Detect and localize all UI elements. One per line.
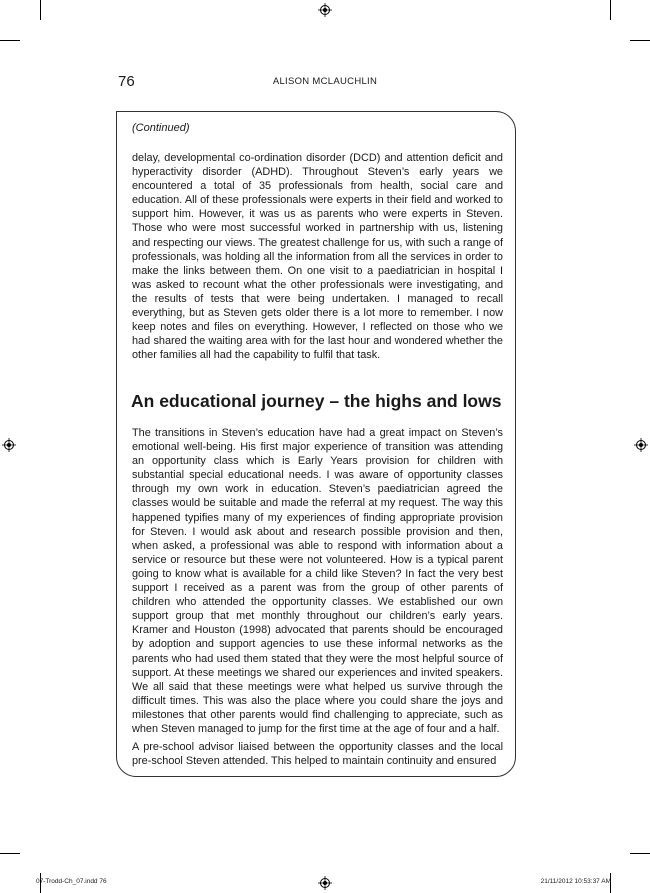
- crop-mark: [0, 853, 20, 854]
- crop-mark: [630, 853, 650, 854]
- registration-mark-icon: [318, 876, 332, 890]
- timestamp: 21/11/2012 10:53:37 AM: [540, 878, 611, 885]
- running-head: ALISON MCLAUCHLIN: [272, 76, 378, 87]
- registration-mark-icon: [2, 438, 16, 452]
- body-paragraph: The transitions in Steven’s education have had a great impact on Steven’s emotional well-being. His first major experience of transition was attending an opportunity class which is Early Years provision for children with substantial special educational needs. I was aware of opportunity classes through my own work in education. Steven’s paediatrician agreed the classes would be suitable and made the referral at my request. The way this happened typifies many of my experiences of finding appropriate provision for Steven. I would ask about and research possible provision and then, when asked, a professional was able to respond with information about a service or resource but these were not volunteered. How is a typical parent going to know what is available for a child like Steven? In fact the very best support I received as a parent was from the group of other parents of children who attended the opportunity classes. We established our own support group that met monthly throughout our children’s early years. Kramer and Houston (1998) advocated that parents should be encouraged by adoption and support agencies to use these informal networks as the parents who had used them stated that they were the most helpful source of support. At these meetings we shared our experiences and invited speakers. We all said that these meetings were what helped us survive through the difficult times. This was also the place where you could share the joys and milestones that other parents would find challenging to appreciate, such as when Steven managed to jump for the first time at the age of four and a half.: [132, 427, 503, 735]
- page-number: 76: [118, 73, 135, 90]
- registration-mark-icon: [318, 3, 332, 17]
- crop-mark: [630, 40, 650, 41]
- crop-mark: [610, 0, 611, 20]
- file-info: 07-Trodd-Ch_07.indd 76: [36, 878, 107, 885]
- continued-label: (Continued): [132, 122, 190, 134]
- case-study-paragraph: delay, developmental co-ordination disorder (DCD) and attention deficit and hyperactivity disorder (ADHD). Throughout Steven’s early years we encountered a total of 35 professionals from health, social care and education. All of these professionals were experts in their field and worked to support him. However, it was us as parents who were experts in Steven. Those who were most successful worked in partnership with us, listening and respecting our views. The greatest challenge for us, with such a range of professionals, was holding all the information from all the services in order to make the links between them. On one visit to a paediatrician in hospital I was asked to recount what the other professionals were investigating, and the results of tests that were being undertaken. I managed to recall everything, but as Steven gets older there is a lot more to remember. I now keep notes and files on everything. However, I reflected on those who we had shared the waiting area with for the last hour and wondered whether the other families all had the capability to fulfil that task.: [132, 152, 503, 362]
- registration-mark-icon: [634, 438, 648, 452]
- crop-mark: [40, 0, 41, 20]
- crop-mark: [0, 40, 20, 41]
- section-heading: An educational journey – the highs and lows: [131, 391, 502, 411]
- body-paragraph: A pre-school advisor liaised between the opportunity classes and the local pre-school Steven attended. This helped to maintain continuity and ensured: [132, 741, 503, 768]
